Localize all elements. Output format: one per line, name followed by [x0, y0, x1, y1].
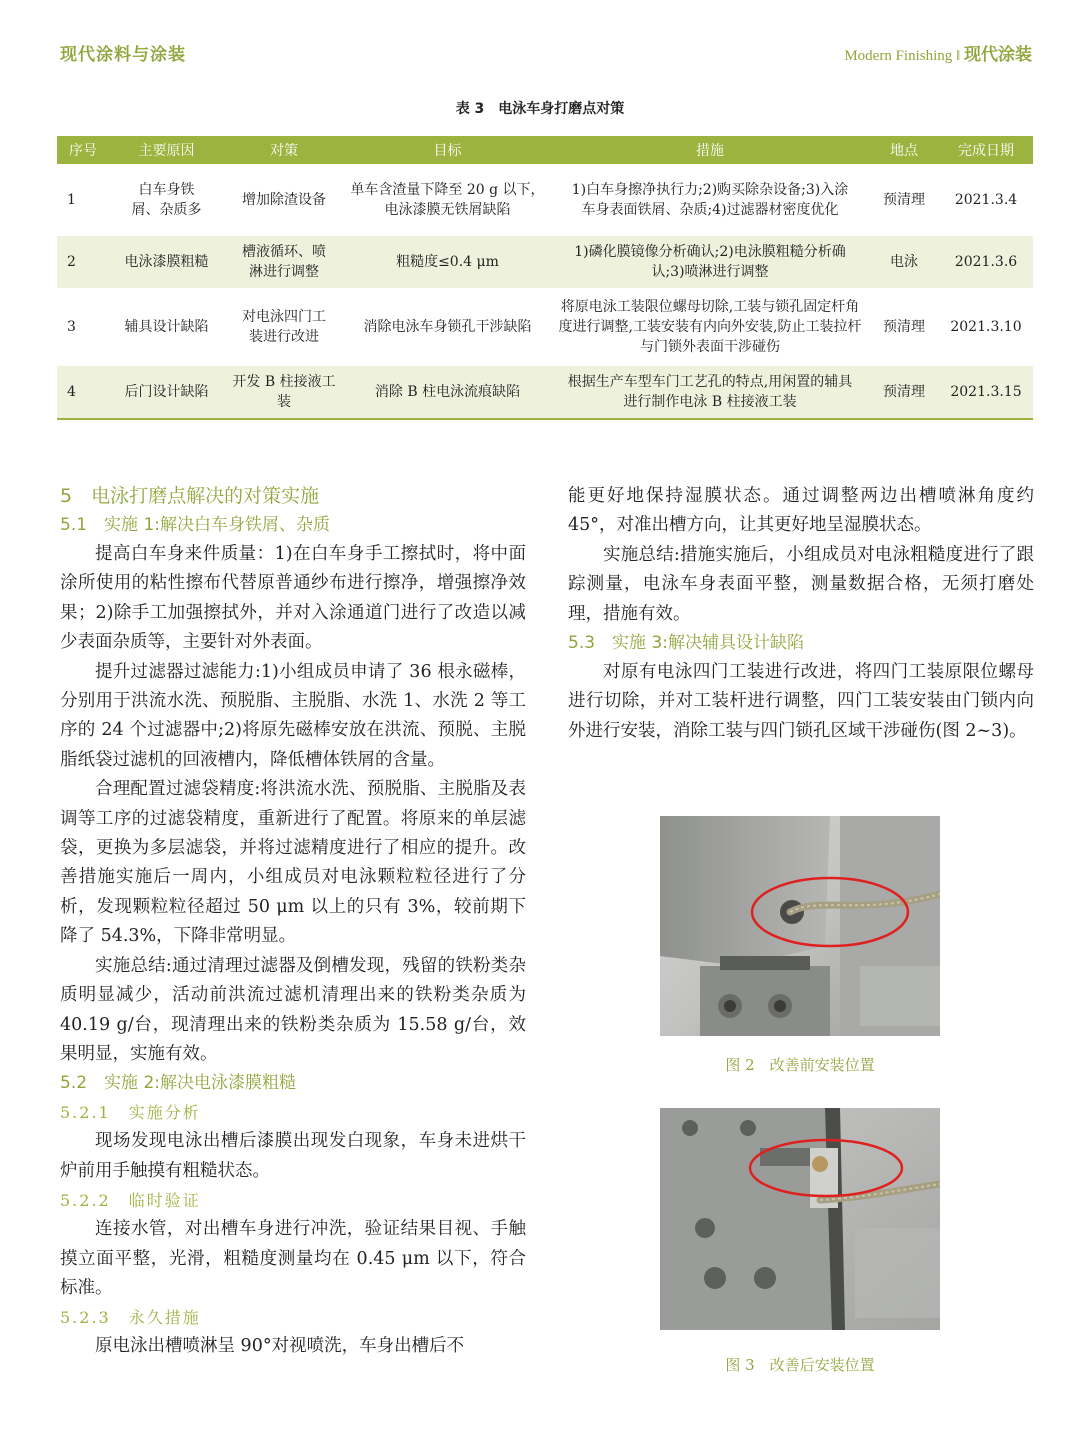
right-column [568, 482, 1034, 746]
header-date: 完成日期 [939, 136, 1033, 164]
table-cell: 电泳 [869, 236, 939, 288]
table-cell: 后门设计缺陷 [109, 366, 224, 419]
journal-name-right [844, 40, 1032, 65]
table-cell: 预清理 [883, 319, 925, 335]
figure-3-caption: 图 3 改善后安装位置 [725, 1356, 875, 1374]
section-5-2-1-heading: 5.2.1 实施分析 [60, 1103, 201, 1123]
table-cell: 槽液循环、喷淋进行调整 [224, 236, 344, 288]
figure-2-illustration [660, 816, 940, 1036]
figure-3-illustration [660, 1108, 940, 1330]
table-cell: 将原电泳工装限位螺母切除,工装与锁孔固定杆角度进行调整,工装安装有内向外安装,防止工装拉杆与门锁外表面干涉碰伤 [558, 299, 862, 355]
figure-2-photo [660, 816, 940, 1036]
journal-english-name: Modern Finishing [844, 48, 953, 64]
section-5-2-heading: 5.2 实施 2:解决电泳漆膜粗糙 [60, 1073, 296, 1094]
table-cell: 开发 B 柱接液工装 [224, 366, 344, 419]
header-cause: 主要原因 [109, 136, 224, 164]
table-cell: 2021.3.4 [954, 192, 1018, 208]
section-5-3-heading: 5.3 实施 3:解决辅具设计缺陷 [568, 633, 804, 654]
journal-name-left: 现代涂料与涂装 [60, 45, 186, 65]
table-cell: 消除 B 柱电泳流痕缺陷 [344, 366, 551, 419]
table-cell: 辅具设计缺陷 [124, 319, 209, 335]
table-cell: 白车身铁屑、杂质多 [131, 182, 202, 218]
section-5-1-heading: 5.1 实施 1:解决白车身铁屑、杂质 [60, 515, 330, 535]
countermeasure-table [57, 136, 1033, 420]
table-cell: 预清理 [883, 192, 925, 208]
table-cell: 对电泳四门工装进行改进 [242, 309, 326, 345]
table-cell: 消除电泳车身锁孔干涉缺陷 [363, 319, 532, 335]
header-location: 地点 [869, 136, 939, 164]
section-5-heading: 5 电泳打磨点解决的对策实施 [60, 485, 320, 507]
paragraph: 提高白车身来件质量：1)在白车身手工擦拭时，将中面涂所使用的粘性擦布代替原普通纱布进行擦净，增强擦净效果；2)除手工加强擦拭外，并对入涂通道门进行了改造以减少表面杂质等，主要针对外表面。 [60, 544, 526, 653]
paragraph: 实施总结:通过清理过滤器及倒槽发现，残留的铁粉类杂质明显减少，活动前洪流过滤机清理出来的铁粉类杂质为 40.19 g/台，现清理出来的铁粉类杂质为 15.58 g/台，效果明显，实施有效。 [60, 955, 526, 1064]
header-countermeasure: 对策 [224, 136, 344, 164]
table-cell: 2 [57, 236, 109, 288]
paragraph: 实施总结:措施实施后，小组成员对电泳粗糙度进行了跟踪测量，电泳车身表面平整，测量数据合格，无须打磨处理，措施有效。 [568, 544, 1034, 624]
table-header-row [57, 136, 1033, 164]
table-cell: 1 [67, 192, 76, 208]
paragraph: 原电泳出槽喷淋呈 90°对视喷洗，车身出槽后不 [95, 1336, 465, 1357]
journal-chinese-name: 现代涂装 [964, 45, 1032, 65]
table-cell: 2021.3.6 [939, 236, 1033, 288]
table-cell: 2021.3.10 [950, 319, 1022, 335]
table-cell: 1)磷化膜镜像分析确认;2)电泳膜粗糙分析确认;3)喷淋进行调整 [551, 236, 869, 288]
table-cell: 3 [67, 319, 76, 335]
table-cell: 增加除渣设备 [242, 192, 326, 208]
header-goal: 目标 [344, 136, 551, 164]
section-5-2-2-heading: 5.2.2 临时验证 [60, 1191, 201, 1211]
table-cell: 1)白车身擦净执行力;2)购买除杂设备;3)入涂车身表面铁屑、杂质;4)过滤器材密度优化 [571, 182, 849, 218]
table-row [57, 366, 1033, 419]
table-title: 表 3 电泳车身打磨点对策 [455, 101, 625, 117]
paragraph: 提升过滤器过滤能力:1)小组成员申请了 36 根永磁棒，分别用于洪流水洗、预脱脂、主脱脂、水洗 1、水洗 2 等工序的 24 个过滤器中;2)将原先磁棒安放在洪流、预脱、主脱脂纸袋过滤机的回液槽内，降低槽体铁屑的含量。 [60, 661, 526, 770]
table-cell: 预清理 [869, 366, 939, 419]
table-cell: 粗糙度≤0.4 μm [344, 236, 551, 288]
paragraph: 能更好地保持湿膜状态。通过调整两边出槽喷淋角度约 45°，对准出槽方向，让其更好地呈湿膜状态。 [568, 486, 1034, 536]
figure-2-caption: 图 2 改善前安装位置 [725, 1056, 875, 1074]
table-row [57, 288, 1033, 366]
header-separator: ‖ [956, 48, 961, 64]
table-row [57, 236, 1033, 288]
table-cell: 电泳漆膜粗糙 [109, 236, 224, 288]
table-cell: 2021.3.15 [939, 366, 1033, 419]
header-no: 序号 [57, 136, 109, 164]
section-5-2-3-heading: 5.2.3 永久措施 [60, 1308, 201, 1328]
paragraph: 对原有电泳四门工装进行改进，将四门工装原限位螺母进行切除，并对工装杆进行调整，四门工装安装由门锁内向外进行安装，消除工装与四门锁孔区域干涉碰伤(图 2~3)。 [568, 662, 1034, 741]
left-column [60, 482, 526, 1362]
table-cell: 根据生产车型车门工艺孔的特点,用闲置的辅具进行制作电泳 B 柱接液工装 [551, 366, 869, 419]
table-cell: 4 [57, 366, 109, 419]
figure-3-photo [660, 1108, 940, 1330]
paragraph: 连接水管，对出槽车身进行冲洗，验证结果目视、手触摸立面平整，光滑，粗糙度测量均在 0.45 μm 以下，符合标准。 [60, 1219, 526, 1298]
header-measures: 措施 [551, 136, 869, 164]
table-cell: 单车含渣量下降至 20 g 以下，电泳漆膜无铁屑缺陷 [350, 182, 545, 218]
paragraph: 合理配置过滤袋精度:将洪流水洗、预脱脂、主脱脂及表调等工序的过滤袋精度，重新进行了配置。将原来的单层滤袋，更换为多层滤袋，并将过滤精度进行了相应的提升。改善措施实施后一周内，小组成员对电泳颗粒粒径进行了分析，发现颗粒粒径超过 50 μm 以上的只有 3%，较前期下降了 54.3%，下降非常明显。 [60, 779, 526, 947]
paragraph: 现场发现电泳出槽后漆膜出现发白现象，车身未进烘干炉前用手触摸有粗糙状态。 [60, 1131, 526, 1181]
table-row [57, 164, 1033, 236]
